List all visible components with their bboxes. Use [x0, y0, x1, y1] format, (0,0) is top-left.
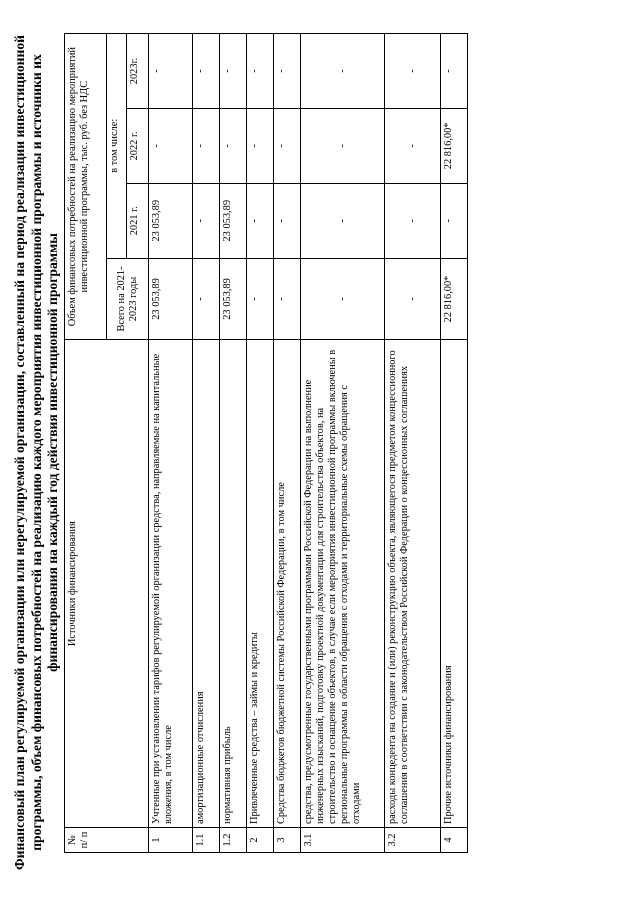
- header-num: № п/ п: [65, 828, 149, 853]
- document-title: Финансовый план регулируемой организации или нерегулируемой организации, составленный на период реализации инвестиционной программы, объем финансовых потребностей на реализацию каждого мероприятия инвестиционной программы и источники их финансирования на каждый год действия инвестиционной программы: [12, 35, 60, 870]
- row-y2022: -: [220, 108, 247, 183]
- row-total: 22 816,00*: [441, 258, 468, 340]
- row-num: 1.1: [193, 828, 220, 853]
- row-num: 1: [149, 828, 193, 853]
- row-total: 23 053,89: [149, 258, 193, 340]
- table-row: [149, 34, 193, 853]
- row-y2021: -: [441, 183, 468, 258]
- header-y2022: 2022 г.: [127, 108, 149, 183]
- table-row: [247, 34, 274, 853]
- table-row: [385, 34, 441, 853]
- row-y2023: -: [274, 34, 301, 109]
- row-y2022: 22 816,00*: [441, 108, 468, 183]
- financing-table: [64, 33, 468, 853]
- row-source: нормативная прибыль: [220, 340, 247, 828]
- table-row: [274, 34, 301, 853]
- row-y2021: -: [301, 183, 385, 258]
- row-num: 4: [441, 828, 468, 853]
- row-num: 1.2: [220, 828, 247, 853]
- row-y2022: -: [149, 108, 193, 183]
- row-source: Учтенные при установлении тарифов регулируемой организации средства, направляемые на капитальные вложения, в том числе: [149, 340, 193, 828]
- header-volume: Объем финансовых потребностей на реализацию мероприятий инвестиционной программы, тыс. руб. без НДС: [65, 34, 107, 340]
- row-y2021: -: [247, 183, 274, 258]
- header-incl: в том числе:: [107, 34, 127, 259]
- row-y2022: -: [385, 108, 441, 183]
- row-y2023: -: [441, 34, 468, 109]
- row-source: Привлеченные средства – займы и кредиты: [247, 340, 274, 828]
- row-y2021: 23 053,89: [220, 183, 247, 258]
- row-total: -: [385, 258, 441, 340]
- row-total: -: [193, 258, 220, 340]
- row-y2022: -: [247, 108, 274, 183]
- row-y2023: -: [385, 34, 441, 109]
- header-y2023: 2023г.: [127, 34, 149, 109]
- row-y2023: -: [301, 34, 385, 109]
- table-row: [193, 34, 220, 853]
- row-y2021: -: [193, 183, 220, 258]
- table-row: [220, 34, 247, 853]
- row-y2023: -: [193, 34, 220, 109]
- row-y2023: -: [220, 34, 247, 109]
- header-total: Всего на 2021-2023 годы: [107, 258, 149, 340]
- row-y2021: -: [274, 183, 301, 258]
- row-source: Прочие источники финансирования: [441, 340, 468, 828]
- row-y2022: -: [193, 108, 220, 183]
- header-y2021: 2021 г.: [127, 183, 149, 258]
- table-row: [301, 34, 385, 853]
- row-num: 3: [274, 828, 301, 853]
- row-num: 3.2: [385, 828, 441, 853]
- row-source: амортизационные отчисления: [193, 340, 220, 828]
- row-total: -: [247, 258, 274, 340]
- row-y2023: -: [247, 34, 274, 109]
- row-total: -: [274, 258, 301, 340]
- row-y2022: -: [274, 108, 301, 183]
- row-source: средства, предусмотренные государственными программами Российской Федерации на выполнение инженерных изысканий, подготовку проектной документации для строительства объектов, на строительство и оснащение объектов, в случае если мероприятия инвестиционной программы включены в региональные программы в области обращения с отходами и территориальные схемы обращения с отходами: [301, 340, 385, 828]
- row-y2021: -: [385, 183, 441, 258]
- row-total: 23 053,89: [220, 258, 247, 340]
- row-total: -: [301, 258, 385, 340]
- table-row: [441, 34, 468, 853]
- row-y2021: 23 053,89: [149, 183, 193, 258]
- row-source: Средства бюджетов бюджетной системы Российской Федерации, в том числе: [274, 340, 301, 828]
- row-num: 2: [247, 828, 274, 853]
- row-num: 3.1: [301, 828, 385, 853]
- header-source: Источники финансирования: [65, 340, 149, 828]
- row-y2023: -: [149, 34, 193, 109]
- row-source: расходы концедента на создание и (или) реконструкцию объекта, являющегося предметом концессионного соглашения в соответствии с законодательством Российской Федерации о концессионных соглашениях: [385, 340, 441, 828]
- row-y2022: -: [301, 108, 385, 183]
